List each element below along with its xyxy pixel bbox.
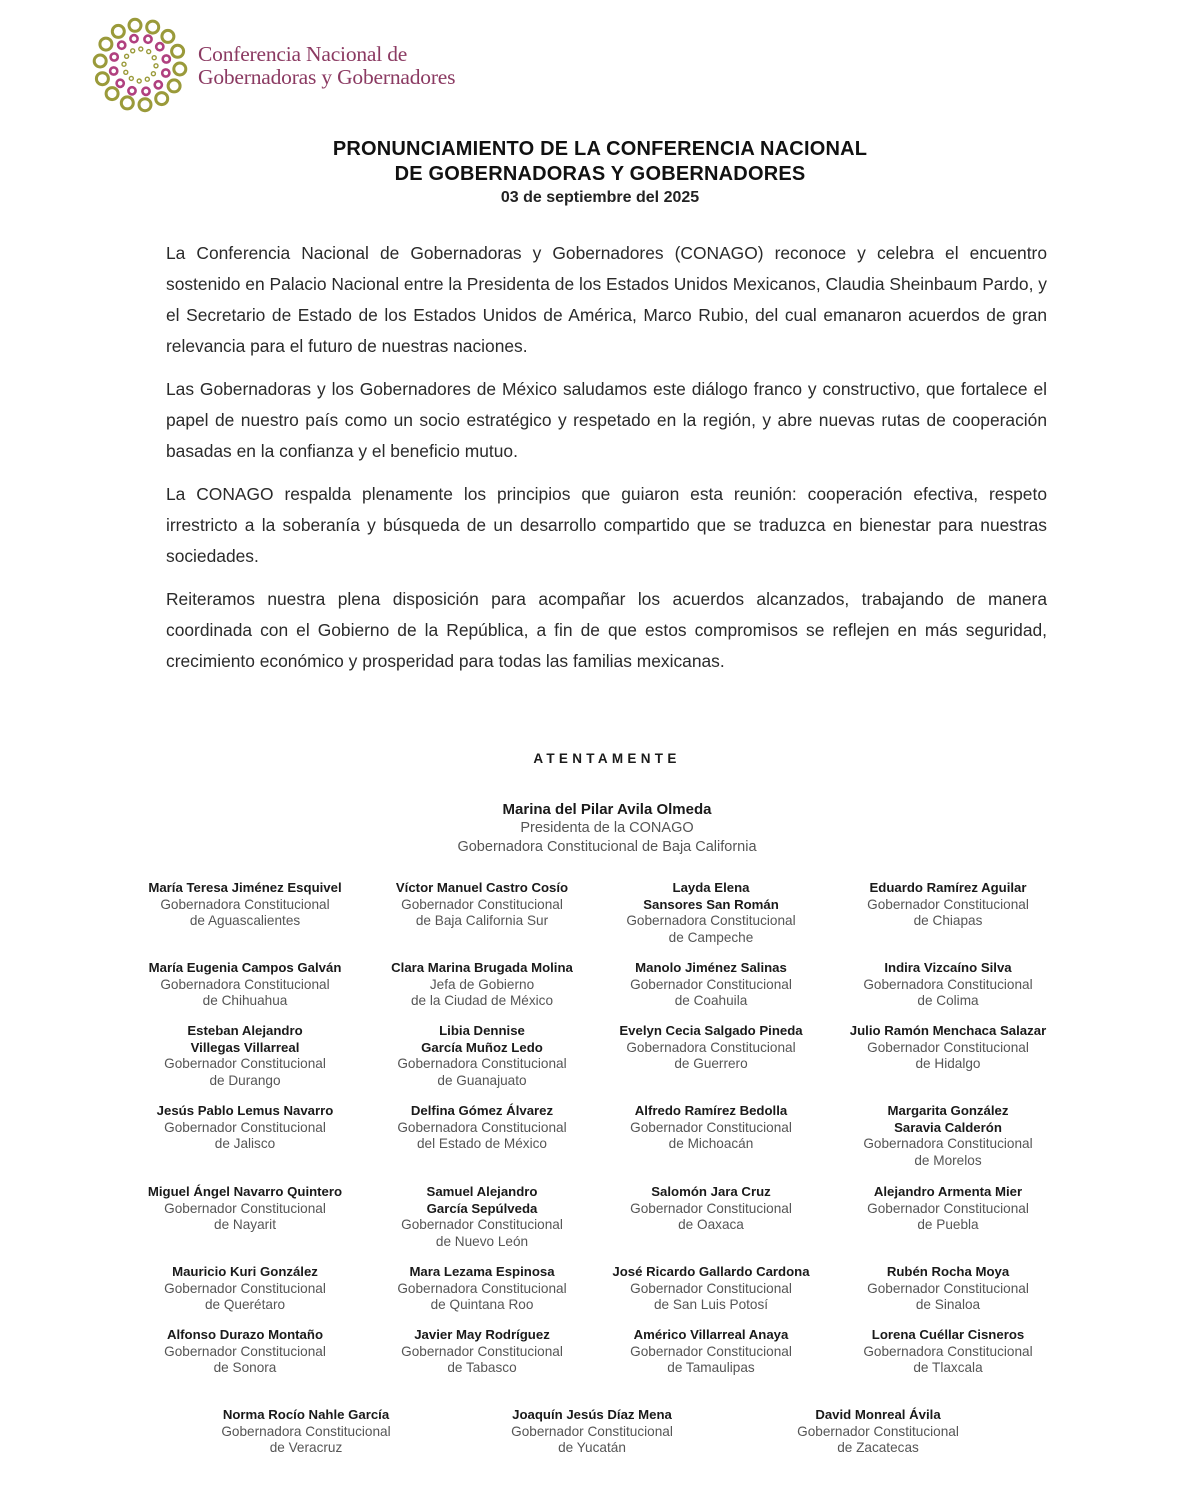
- signatory-state: de Nuevo León: [435, 1233, 529, 1249]
- logo-dot: [139, 47, 143, 51]
- logo-dot: [106, 88, 118, 100]
- signatory-state: de Aguascalientes: [189, 913, 301, 929]
- signatory-block: [760, 1407, 996, 1457]
- logo-dot: [131, 49, 135, 53]
- signatory-role: Gobernador Constitucional: [867, 1200, 1029, 1216]
- signatory-block: [127, 1327, 363, 1377]
- signatory-name: Eduardo Ramírez Aguilar: [869, 880, 1027, 895]
- signatory-role: Gobernador Constitucional: [867, 896, 1029, 912]
- signatory-state: de Guerrero: [674, 1056, 748, 1072]
- signatory-role: Gobernadora Constitucional: [397, 1056, 567, 1072]
- signatory-name: Norma Rocío Nahle García: [222, 1407, 390, 1422]
- logo-dot: [111, 53, 118, 60]
- signatory-block: [593, 960, 829, 1010]
- signatory-block: [127, 1184, 363, 1234]
- org-name-line1: Conferencia Nacional de: [198, 42, 408, 66]
- closing-salutation: ATENTAMENTE: [533, 751, 681, 766]
- signatory-block: [593, 1184, 829, 1234]
- signatory-name: Javier May Rodríguez: [414, 1327, 550, 1342]
- statement-body: [166, 238, 1047, 689]
- logo-dot: [129, 19, 141, 31]
- signatory-role: Gobernador Constitucional: [401, 1217, 563, 1233]
- signatory-role: Gobernadora Constitucional: [397, 1280, 567, 1296]
- signatory-name: Alfredo Ramírez Bedolla: [634, 1103, 788, 1118]
- logo-dot: [110, 67, 117, 74]
- signatory-role: Gobernadora Constitucional: [160, 976, 330, 992]
- logo-dot: [156, 43, 163, 50]
- signatory-state: de Sonora: [213, 1360, 277, 1376]
- signatory-state: de Colima: [917, 993, 979, 1009]
- signatory-name: María Teresa Jiménez Esquivel: [148, 880, 342, 895]
- signatory-state: de Nayarit: [214, 1217, 276, 1233]
- signatory-block: [830, 1023, 1066, 1073]
- signatory-block: [830, 960, 1066, 1010]
- signatory-name: García Muñoz Ledo: [421, 1039, 543, 1055]
- signatory-state: de San Luis Potosí: [653, 1297, 769, 1313]
- signatory-name: Evelyn Cecia Salgado Pineda: [619, 1023, 803, 1038]
- signatory-state: de Zacatecas: [837, 1440, 919, 1456]
- logo-dot: [162, 69, 169, 76]
- signatory-name: José Ricardo Gallardo Cardona: [612, 1264, 810, 1279]
- signatory-role: Gobernadora Constitucional: [863, 1343, 1033, 1359]
- signatory-role: Gobernadora Constitucional: [221, 1423, 391, 1439]
- signatory-role: Gobernador Constitucional: [401, 896, 563, 912]
- signatory-role: Gobernador Constitucional: [401, 1343, 563, 1359]
- org-name: [198, 43, 455, 89]
- signatory-name: Saravia Calderón: [894, 1119, 1002, 1135]
- paragraph: Las Gobernadoras y los Gobernadores de México saludamos este diálogo franco y constructivo, que fortalece el papel de nuestro país como un socio estratégico y respetado en la región, y abre nuevas rutas de cooperación basadas en la confianza y el beneficio mutuo.: [166, 379, 1047, 461]
- logo-dot: [112, 25, 124, 37]
- paragraph: Reiteramos nuestra plena disposición para acompañar los acuerdos alcanzados, trabajando de manera coordinada con el Gobierno de la República, a fin de que estos compromisos se reflejen en más seguridad, crecimiento económico y prosperidad para todas las familias mexicanas.: [166, 589, 1047, 671]
- signatory-state: de Chihuahua: [202, 993, 288, 1009]
- signatory-name: María Eugenia Campos Galván: [148, 960, 342, 975]
- signatory-role: Gobernador Constitucional: [867, 1039, 1029, 1055]
- title-line1: PRONUNCIAMIENTO DE LA CONFERENCIA NACIONAL: [332, 138, 868, 160]
- signatory-role: Gobernador Constitucional: [164, 1119, 326, 1135]
- president-signature: [0, 800, 1200, 857]
- signatory-name: Alejandro Armenta Mier: [873, 1184, 1023, 1199]
- signatory-name: Clara Marina Brugada Molina: [391, 960, 573, 975]
- logo-dot: [129, 76, 133, 80]
- signatory-block: [830, 1264, 1066, 1314]
- document-date: 03 de septiembre del 2025: [500, 189, 700, 206]
- signatory-name: Víctor Manuel Castro Cosío: [395, 880, 569, 895]
- signatory-role: Jefa de Gobierno: [429, 976, 535, 992]
- logo-dot: [118, 42, 125, 49]
- logo-dot: [147, 21, 159, 33]
- signatory-block: [474, 1407, 710, 1457]
- signatory-block: [593, 1327, 829, 1377]
- logo-dot: [172, 45, 184, 57]
- signatory-state: de Yucatán: [558, 1440, 626, 1456]
- signatory-name: Joaquín Jesús Díaz Mena: [512, 1407, 672, 1422]
- signatory-state: de Baja California Sur: [415, 913, 549, 929]
- president-governorship: Gobernadora Constitucional de Baja California: [457, 839, 757, 855]
- signatory-state: de Tlaxcala: [913, 1360, 983, 1376]
- signatory-block: [593, 1023, 829, 1073]
- signatory-state: de Campeche: [668, 929, 754, 945]
- logo-dot: [144, 36, 151, 43]
- signatory-name: Esteban Alejandro: [187, 1023, 303, 1038]
- signatory-block: [830, 1184, 1066, 1234]
- signatory-role: Gobernador Constitucional: [797, 1423, 959, 1439]
- signatory-role: Gobernador Constitucional: [164, 1280, 326, 1296]
- signatory-name: Mauricio Kuri González: [172, 1264, 318, 1279]
- signatory-role: Gobernador Constitucional: [630, 1200, 792, 1216]
- signatory-state: de Quintana Roo: [430, 1297, 534, 1313]
- logo-dot: [117, 80, 124, 87]
- logo-dot: [124, 70, 128, 74]
- signatory-state: de Veracruz: [269, 1440, 343, 1456]
- signatory-block: [830, 1103, 1066, 1169]
- signatory-role: Gobernador Constitucional: [630, 976, 792, 992]
- signatory-block: [364, 1327, 600, 1377]
- signatory-role: Gobernador Constitucional: [164, 1056, 326, 1072]
- signatory-name: Manolo Jiménez Salinas: [635, 960, 787, 975]
- signatory-block: [593, 1264, 829, 1314]
- signatory-name: Rubén Rocha Moya: [886, 1264, 1010, 1279]
- logo-dot: [139, 99, 151, 111]
- signatory-name: Margarita González: [887, 1103, 1009, 1118]
- logo-dot: [174, 63, 186, 75]
- title-line2: DE GOBERNADORAS Y GOBERNADORES: [394, 163, 806, 185]
- signatory-state: de la Ciudad de México: [410, 993, 554, 1009]
- logo-dot: [137, 79, 141, 83]
- signatory-state: de Querétaro: [204, 1297, 286, 1313]
- signatory-name: Américo Villarreal Anaya: [633, 1327, 789, 1342]
- logo-dot: [128, 87, 135, 94]
- logo-dot: [147, 50, 151, 54]
- logo-dot: [156, 93, 168, 105]
- signatory-name: Mara Lezama Espinosa: [409, 1264, 555, 1279]
- signatory-name: Julio Ramón Menchaca Salazar: [849, 1023, 1047, 1038]
- signatory-name: Indira Vizcaíno Silva: [884, 960, 1012, 975]
- signatory-role: Gobernadora Constitucional: [160, 896, 330, 912]
- signatory-role: Gobernador Constitucional: [867, 1280, 1029, 1296]
- signatory-state: de Tabasco: [447, 1360, 517, 1376]
- signatory-name: García Sepúlveda: [426, 1200, 538, 1216]
- signatory-role: Gobernador Constitucional: [164, 1200, 326, 1216]
- signatory-name: Lorena Cuéllar Cisneros: [871, 1327, 1025, 1342]
- signatory-block: [364, 1184, 600, 1250]
- signatory-block: [127, 960, 363, 1010]
- paragraph: La Conferencia Nacional de Gobernadoras y Gobernadores (CONAGO) reconoce y celebra el encuentro sostenido en Palacio Nacional entre la Presidenta de los Estados Unidos Mexicanos, Claudia Sheinbaum Pardo, y el Secretario de Estado de los Estados Unidos de América, Marco Rubio, del cual emanaron acuerdos de gran relevancia para el futuro de nuestras naciones.: [166, 243, 1047, 356]
- org-name-line2: Gobernadoras y Gobernadores: [198, 65, 456, 89]
- signatory-block: [127, 1264, 363, 1314]
- document-title: [0, 137, 1200, 209]
- signatory-state: de Hidalgo: [915, 1056, 981, 1072]
- president-name: Marina del Pilar Avila Olmeda: [502, 801, 712, 818]
- signatory-role: Gobernadora Constitucional: [863, 1136, 1033, 1152]
- signatory-block: [593, 880, 829, 946]
- signatory-block: [364, 880, 600, 930]
- signatory-name: Salomón Jara Cruz: [651, 1184, 771, 1199]
- signatory-role: Gobernadora Constitucional: [626, 1039, 796, 1055]
- signatory-block: [127, 880, 363, 930]
- signatory-block: [364, 960, 600, 1010]
- signatory-state: de Tamaulipas: [667, 1360, 755, 1376]
- logo-dot: [125, 54, 129, 58]
- logo-dot: [130, 35, 137, 42]
- signatory-name: Libia Dennise: [439, 1023, 525, 1038]
- signatory-role: Gobernador Constitucional: [630, 1119, 792, 1135]
- signatory-role: Gobernadora Constitucional: [863, 976, 1033, 992]
- logo-dot: [152, 56, 156, 60]
- president-role: Presidenta de la CONAGO: [520, 820, 694, 836]
- signatory-state: de Michoacán: [668, 1136, 754, 1152]
- logo-dot: [142, 88, 149, 95]
- letterhead: [90, 15, 510, 115]
- signatory-role: Gobernadora Constitucional: [626, 913, 796, 929]
- signatory-state: de Jalisco: [214, 1136, 276, 1152]
- signatory-state: de Morelos: [914, 1152, 982, 1168]
- signatory-name: Villegas Villarreal: [190, 1039, 300, 1055]
- signatory-block: [593, 1103, 829, 1153]
- signatory-block: [364, 1264, 600, 1314]
- logo-dot: [145, 77, 149, 81]
- logo-dot: [163, 55, 170, 62]
- signatory-role: Gobernador Constitucional: [630, 1343, 792, 1359]
- paragraph: La CONAGO respalda plenamente los principios que guiaron esta reunión: cooperación efectiva, respeto irrestricto a la soberanía y búsqueda de un desarrollo compartido que se traduzca en bienestar para nuestras sociedades.: [166, 484, 1047, 566]
- signatory-block: [830, 1327, 1066, 1377]
- signatory-block: [364, 1103, 600, 1153]
- signatory-state: de Coahuila: [674, 993, 748, 1009]
- logo-dot: [154, 64, 158, 68]
- signatory-state: de Guanajuato: [437, 1072, 527, 1088]
- logo-dot: [100, 38, 112, 50]
- logo-dot: [122, 62, 126, 66]
- signatory-role: Gobernador Constitucional: [511, 1423, 673, 1439]
- logo-dot: [168, 80, 180, 92]
- logo-dot: [94, 55, 106, 67]
- signatory-state: de Puebla: [917, 1217, 979, 1233]
- signatory-role: Gobernadora Constitucional: [397, 1119, 567, 1135]
- signatory-state: de Durango: [209, 1072, 281, 1088]
- signatory-state: de Sinaloa: [915, 1297, 981, 1313]
- logo-dot: [151, 72, 155, 76]
- signatory-name: Layda Elena: [672, 880, 750, 895]
- signatory-name: Delfina Gómez Álvarez: [410, 1103, 554, 1118]
- signatory-name: Miguel Ángel Navarro Quintero: [147, 1184, 343, 1199]
- signatory-state: de Oaxaca: [678, 1217, 744, 1233]
- signatory-name: Sansores San Román: [643, 896, 779, 912]
- signatory-block: [830, 880, 1066, 930]
- signatory-block: [188, 1407, 424, 1457]
- signatory-block: [127, 1103, 363, 1153]
- signatory-role: Gobernador Constitucional: [164, 1343, 326, 1359]
- signatory-name: Alfonso Durazo Montaño: [166, 1327, 324, 1342]
- signatory-name: Jesús Pablo Lemus Navarro: [156, 1103, 334, 1118]
- signatory-role: Gobernador Constitucional: [630, 1280, 792, 1296]
- conago-flower-logo-icon: [90, 15, 190, 115]
- signatory-name: David Monreal Ávila: [815, 1407, 941, 1422]
- logo-dot: [96, 73, 108, 85]
- signatory-block: [127, 1023, 363, 1089]
- signatory-state: del Estado de México: [417, 1136, 547, 1152]
- logo-dot: [155, 81, 162, 88]
- signatory-state: de Chiapas: [913, 913, 983, 929]
- signatory-block: [364, 1023, 600, 1089]
- signatory-name: Samuel Alejandro: [426, 1184, 538, 1199]
- logo-dot: [162, 30, 174, 42]
- logo-dot: [121, 97, 133, 109]
